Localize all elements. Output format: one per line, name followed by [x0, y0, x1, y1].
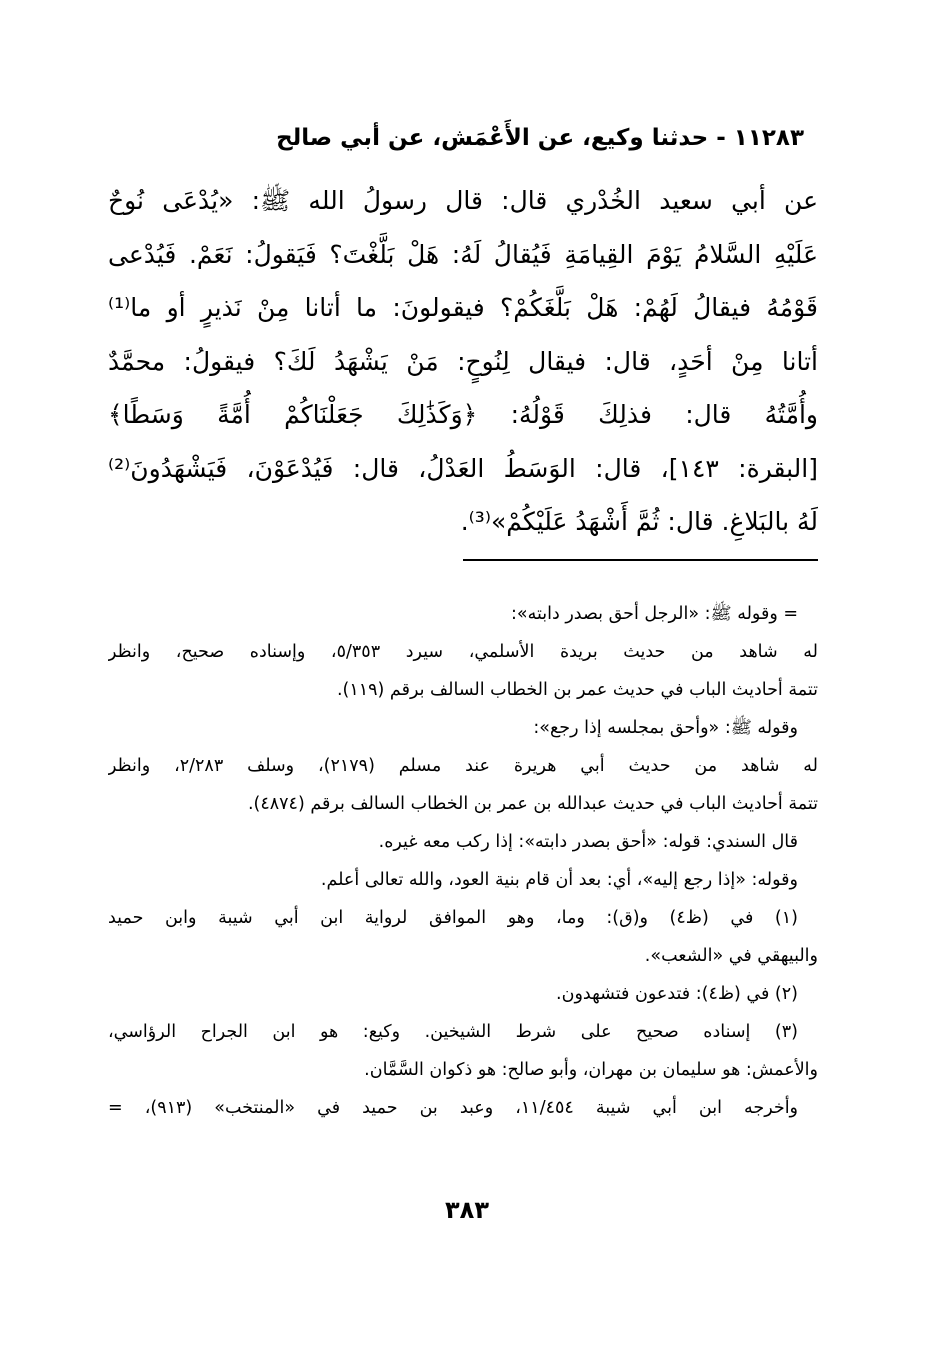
footnote-separator: [108, 549, 818, 595]
footnote-line: وقوله: «إذا رجع إليه»، أي: بعد أن قام بنية العود، والله تعالى أعلم.: [320, 869, 798, 890]
hadith-line: عَلَيْهِ السَّلامُ يَوْمَ القِيامَةِ فَيُقالُ لَهُ: هَلْ بَلَّغْتَ؟ فَيَقولُ: نَعَمْ. فَيُدْعى: [108, 239, 818, 269]
footnote-line: (٢) في (ظ٤): فتدعون فتشهدون.: [556, 983, 798, 1004]
footnote-line: قال السندي: قوله: «أحق بصدر دابته»: إذا ركب معه غيره.: [378, 831, 798, 852]
footnote-line: تتمة أحاديث الباب في حديث عمر بن الخطاب السالف برقم (١١٩).: [336, 679, 818, 700]
footnotes: [108, 595, 818, 1127]
hadith-text: [108, 174, 818, 549]
footnote-line: والبيهقي في «الشعب».: [644, 945, 818, 966]
footnote-line: تتمة أحاديث الباب في حديث عبدالله بن عمر بن الخطاب السالف برقم (٤٨٧٤).: [247, 793, 818, 814]
footnote-line: وأخرجه ابن أبي شيبة ١١/٤٥٤، وعبد بن حميد في «المنتخب» (٩١٣)، =: [108, 1097, 799, 1118]
page-body: [108, 118, 818, 1127]
footnote-line: والأعمش: هو سليمان بن مهران، وأبو صالح: هو ذكوان السَّمَّان.: [364, 1059, 818, 1080]
footnote-line: وقوله ﷺ: «وأحق بمجلسه إذا رجع»:: [533, 717, 798, 738]
hadith-heading: ١١٢٨٣ - حدثنا وكيع، عن الأَعْمَش، عن أبي صالح: [276, 125, 804, 151]
hadith-line: لَهُ بالبَلاغِ. قال: ثُمَّ أَشْهَدُ عَلَيْكُمْ»⁽³⁾.: [460, 507, 818, 536]
hadith-line: عن أبي سعيد الخُدْري قال: قال رسولُ الله ﷺ: «يُدْعَى نُوحٌ: [108, 186, 818, 215]
page-number: ٣٨٣: [445, 1196, 489, 1224]
footnote-line: له شاهد من حديث أبي هريرة عند مسلم (٢١٧٩)، وسلف ٢/٢٨٣، وانظر: [108, 755, 818, 776]
footnote-line: له شاهد من حديث بريدة الأسلمي، سيرد ٥/٣٥٣، وإسناده صحيح، وانظر: [108, 641, 818, 662]
hadith-line: [البقرة: ١٤٣]، قال: الوَسَطُ العَدْلُ، قال: فَيُدْعَوْنَ، فَيَشْهَدُونَ⁽²⁾: [108, 453, 818, 483]
footnote-line: (١) في (ظ٤) و(ق): وما، وهو الموافق لرواية ابن أبي شيبة وابن حميد: [108, 907, 798, 928]
footnote-line: = وقوله ﷺ: «الرجل أحق بصدر دابته»:: [510, 603, 798, 624]
hadith-line: أتانا مِنْ أحَدٍ، قال: فيقال لِنُوحٍ: مَنْ يَشْهَدُ لَكَ؟ فيقولُ: محمَّدٌ: [108, 346, 818, 376]
divider-line: [463, 559, 818, 561]
hadith-line: قَوْمُهُ فيقالُ لَهُمْ: هَلْ بَلَّغَكُمْ؟ فيقولونَ: ما أتانا مِنْ نَذيرٍ أو ما⁽¹⁾: [108, 293, 818, 322]
hadith-line: وأُمَّتُهُ قال: فذلِكَ قَوْلُهُ: ﴿وَكَذَٰلِكَ جَعَلْنَاكُمْ أُمَّةً وَسَطًا﴾: [108, 400, 818, 429]
footnote-line: (٣) إسناده صحيح على شرط الشيخين. وكيع: هو ابن الجراح الرؤاسي،: [108, 1021, 798, 1042]
